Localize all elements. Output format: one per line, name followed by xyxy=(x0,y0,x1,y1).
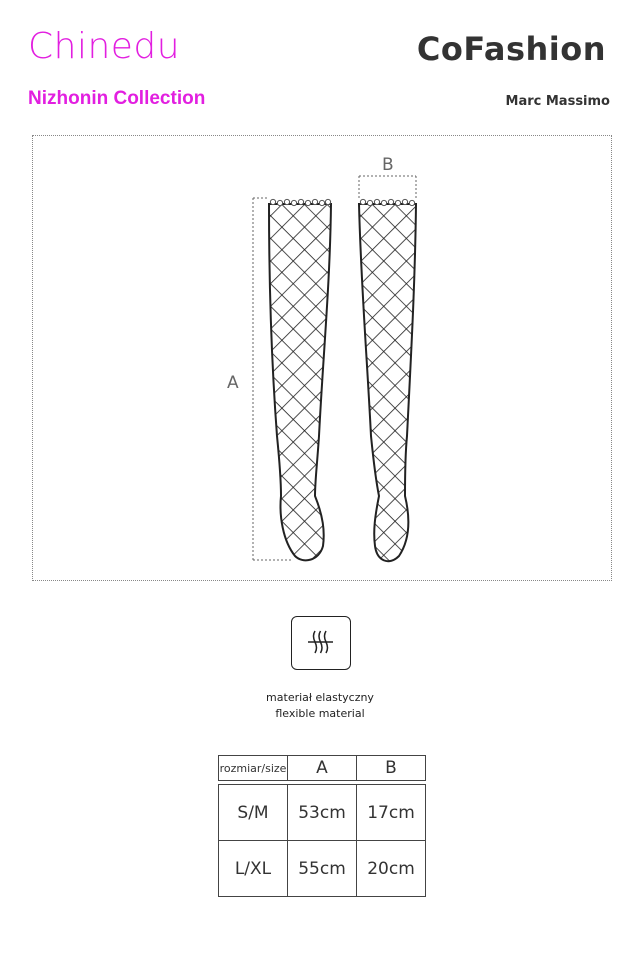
brand-logo: CoFashion xyxy=(416,30,606,68)
table-row xyxy=(219,841,426,897)
dimension-b-marker xyxy=(359,176,416,198)
size-table xyxy=(218,755,426,897)
a-header: A xyxy=(288,756,357,781)
size-cell: L/XL xyxy=(219,841,288,897)
designer-name: Marc Massimo xyxy=(505,94,610,109)
illustration-frame xyxy=(32,135,612,581)
elastic-material-icon xyxy=(291,616,351,670)
fishnet-stockings-illustration xyxy=(33,136,613,582)
right-stocking xyxy=(353,196,425,571)
b-cell: 17cm xyxy=(357,785,426,841)
b-header: B xyxy=(357,756,426,781)
a-cell: 55cm xyxy=(288,841,357,897)
b-cell: 20cm xyxy=(357,841,426,897)
table-row xyxy=(219,785,426,841)
material-label-en: flexible material xyxy=(275,707,365,720)
dimension-a-label: A xyxy=(227,373,239,393)
size-header: rozmiar/size xyxy=(219,756,288,781)
a-cell: 53cm xyxy=(288,785,357,841)
left-stocking xyxy=(263,196,343,571)
size-cell: S/M xyxy=(219,785,288,841)
collection-name: Nizhonin Collection xyxy=(28,88,206,109)
product-name: Chinedu xyxy=(28,26,181,67)
size-table-header xyxy=(219,756,426,781)
dimension-b-label: B xyxy=(382,155,394,175)
material-label-pl: materiał elastyczny xyxy=(266,691,374,704)
